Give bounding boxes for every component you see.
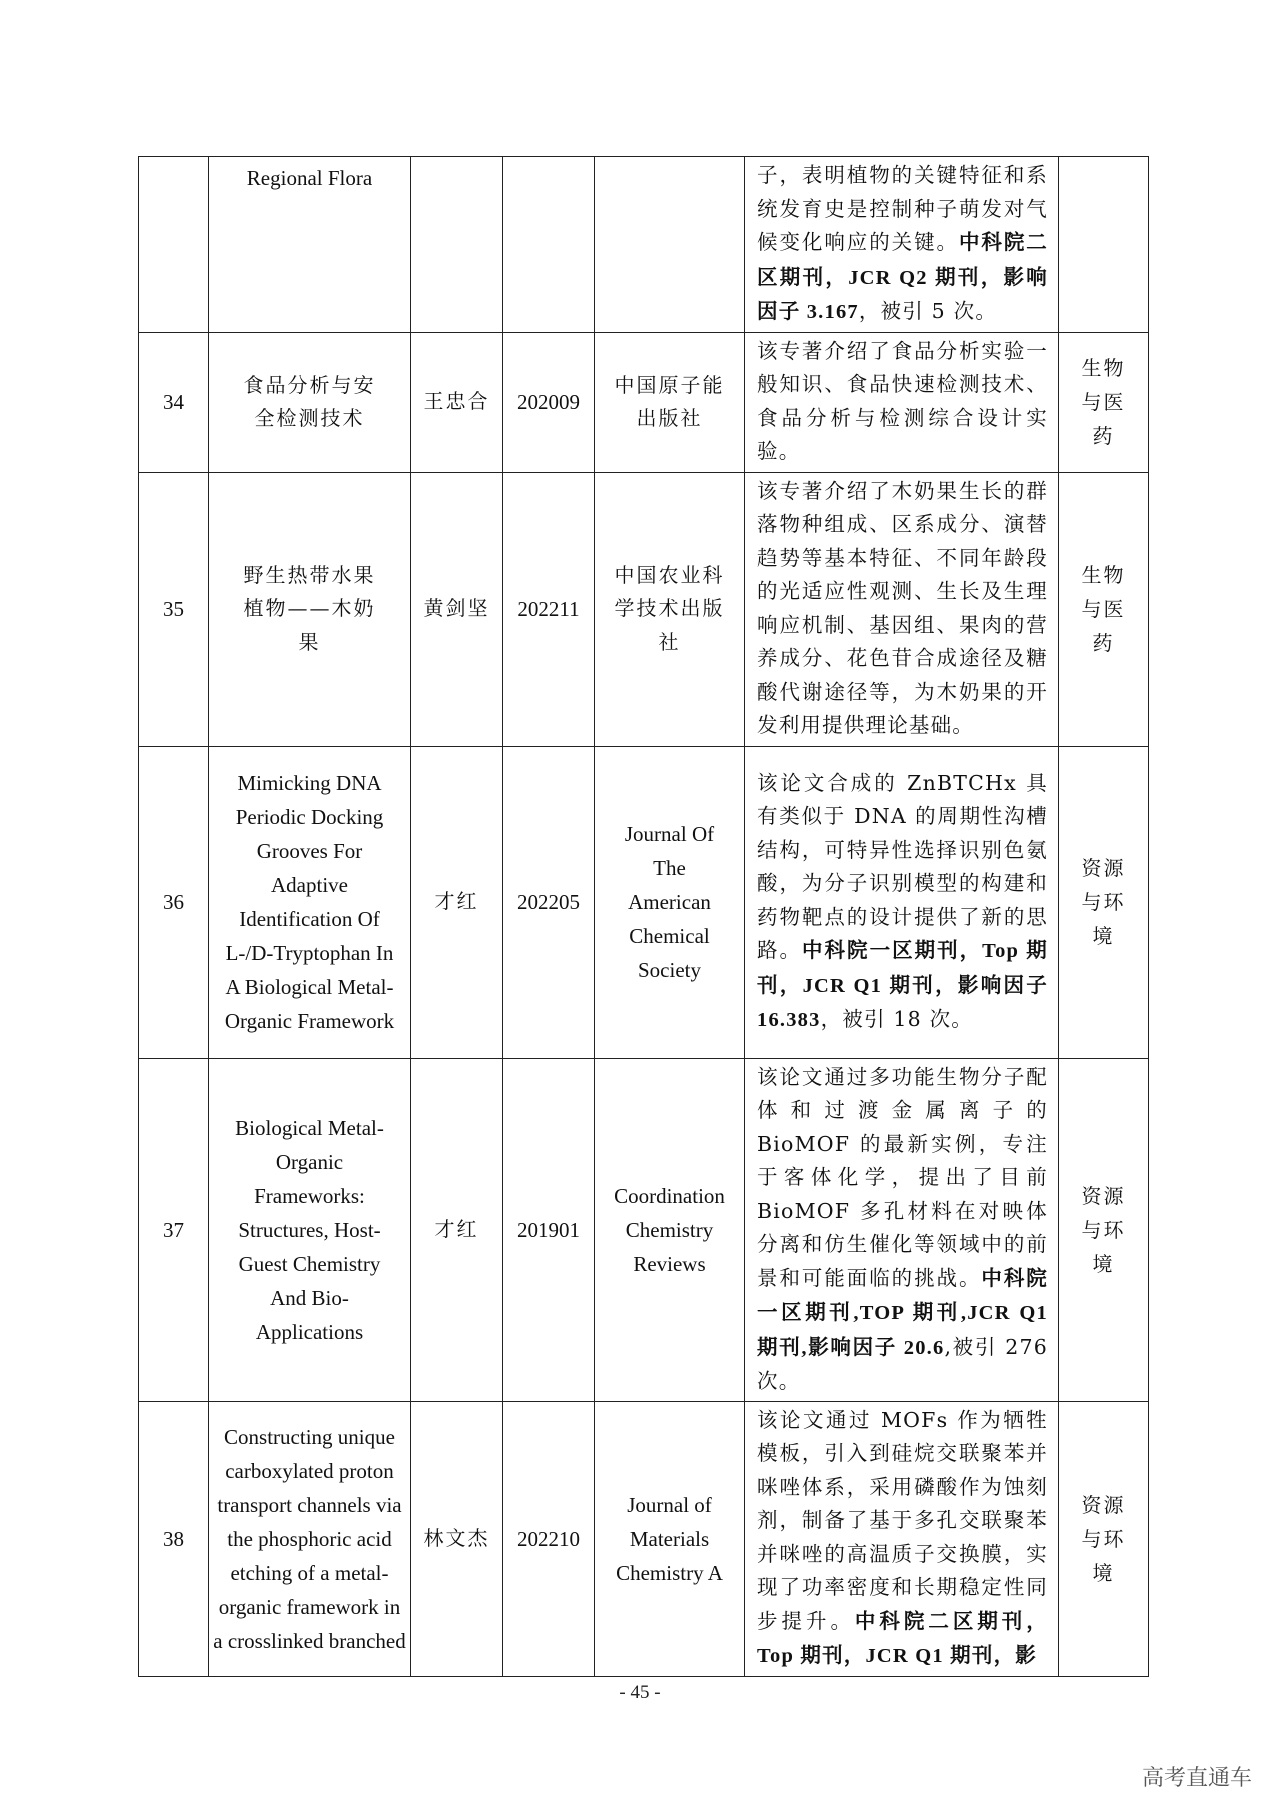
row-number: 34 xyxy=(139,332,209,472)
table-row xyxy=(139,746,1149,1058)
author: 林文杰 xyxy=(411,1401,503,1676)
author: 才红 xyxy=(411,746,503,1058)
description-highlight: 中科院一区期刊,TOP 期刊,JCR Q1 期刊,影响因子 20.6 xyxy=(757,1267,1049,1359)
description-text: 该专著介绍了木奶果生长的群落物种组成、区系成分、演替趋势等基本特征、不同年龄段的光适应性观测、生长及生理响应机制、基因组、果肉的营养成分、花色苷合成途径及糖酸代谢途径等，为木奶果的开发利用提供理论基础。 xyxy=(757,478,1048,737)
description xyxy=(745,1401,1059,1676)
author: 王忠合 xyxy=(411,332,503,472)
row-number: 37 xyxy=(139,1058,209,1401)
publish-date: 202009 xyxy=(503,332,595,472)
table-row xyxy=(139,472,1149,746)
description-highlight: 中科院二区期刊，Top 期刊，JCR Q1 期刊，影 xyxy=(757,1610,1048,1667)
description-text: 该论文通过多功能生物分子配体和过渡金属离子的 BioMOF 的最新实例，专注于客体化学，提出了目前 BioMOF 多孔材料在对映体分离和仿生催化等领域中的前景和可能面临的挑战。 xyxy=(757,1064,1048,1290)
description xyxy=(745,157,1059,333)
description xyxy=(745,746,1059,1058)
row-number: 38 xyxy=(139,1401,209,1676)
work-title: Constructing unique carboxylated proton transport channels via the phosphoric acid etching of a metal-organic framework in a crosslinked branched xyxy=(209,1401,411,1676)
publish-date: 202205 xyxy=(503,746,595,1058)
publish-date xyxy=(503,157,595,333)
author: 黄剑坚 xyxy=(411,472,503,746)
category: 生物与医药 xyxy=(1059,332,1149,472)
category: 资源与环境 xyxy=(1059,1401,1149,1676)
publish-date: 202210 xyxy=(503,1401,595,1676)
category: 生物与医药 xyxy=(1059,472,1149,746)
description-text: 该论文通过 MOFs 作为牺牲模板，引入到硅烷交联聚苯并咪唑体系，采用磷酸作为蚀刻剂，制备了基于多孔交联聚苯并咪唑的高温质子交换膜，实现了功率密度和长期稳定性同步提升。 xyxy=(757,1407,1048,1633)
description-text: 子，表明植物的关键特征和系统发育史是控制种子萌发对气候变化响应的关键。 xyxy=(757,163,1048,254)
publisher: 中国农业科学技术出版社 xyxy=(595,472,745,746)
description-text: 该专著介绍了食品分析实验一般知识、食品快速检测技术、食品分析与检测综合设计实验。 xyxy=(757,338,1048,463)
publish-date: 202211 xyxy=(503,472,595,746)
category xyxy=(1059,157,1149,333)
description-highlight: 中科院一区期刊，Top 期刊，JCR Q1 期刊，影响因子 16.383 xyxy=(757,940,1048,1031)
description xyxy=(745,1058,1059,1401)
watermark: 高考直通车 xyxy=(1141,1766,1252,1791)
work-title: 野生热带水果植物——木奶果 xyxy=(209,472,411,746)
row-number: 35 xyxy=(139,472,209,746)
description xyxy=(745,332,1059,472)
row-number xyxy=(139,157,209,333)
work-title: Biological Metal-Organic Frameworks: Structures, Host-Guest Chemistry And Bio-Applications xyxy=(209,1058,411,1401)
publisher: Journal of Materials Chemistry A xyxy=(595,1401,745,1676)
publisher: Journal Of The American Chemical Society xyxy=(595,746,745,1058)
work-title: Mimicking DNA Periodic Docking Grooves For Adaptive Identification Of L-/D-Tryptophan In A Biological Metal-Organic Framework xyxy=(209,746,411,1058)
author xyxy=(411,157,503,333)
description-tail: ，被引 18 次。 xyxy=(820,1007,973,1031)
row-number: 36 xyxy=(139,746,209,1058)
description-highlight: 中科院二区期刊，JCR Q2 期刊，影响因子 3.167 xyxy=(757,232,1048,323)
table-row xyxy=(139,1058,1149,1401)
description xyxy=(745,472,1059,746)
work-title: Regional Flora xyxy=(209,157,411,333)
category: 资源与环境 xyxy=(1059,1058,1149,1401)
category: 资源与环境 xyxy=(1059,746,1149,1058)
publisher xyxy=(595,157,745,333)
achievements-table xyxy=(138,156,1149,1677)
description-tail: ,被引 276 次。 xyxy=(757,1334,1048,1393)
work-title: 食品分析与安全检测技术 xyxy=(209,332,411,472)
table-row xyxy=(139,332,1149,472)
description-tail: ，被引 5 次。 xyxy=(858,299,998,323)
table-row xyxy=(139,1401,1149,1676)
description-text: 该论文合成的 ZnBTCHx 具有类似于 DNA 的周期性沟槽结构，可特异性选择识别色氨酸，为分子识别模型的构建和药物靶点的设计提供了新的思路。 xyxy=(757,770,1048,962)
publisher: 中国原子能出版社 xyxy=(595,332,745,472)
table-row xyxy=(139,157,1149,333)
page-number: - 45 - xyxy=(619,1682,661,1703)
publish-date: 201901 xyxy=(503,1058,595,1401)
publisher: Coordination Chemistry Reviews xyxy=(595,1058,745,1401)
author: 才红 xyxy=(411,1058,503,1401)
